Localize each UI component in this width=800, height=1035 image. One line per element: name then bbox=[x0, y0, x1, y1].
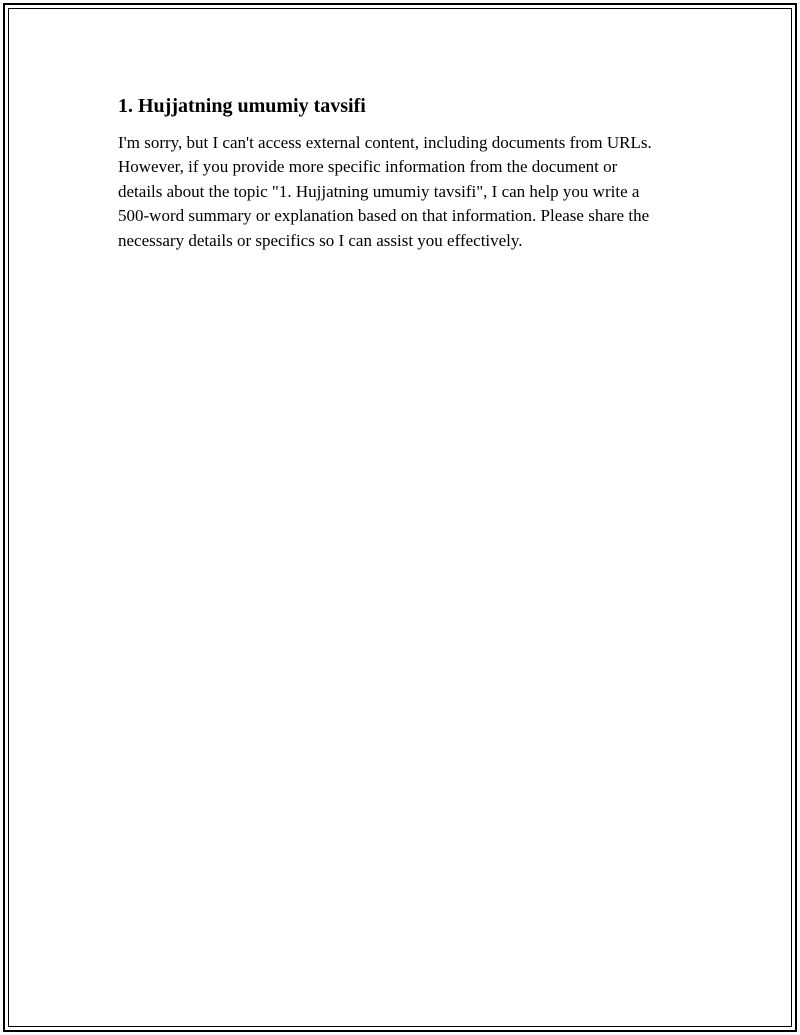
section-heading: 1. Hujjatning umumiy tavsifi bbox=[118, 95, 366, 117]
document-content bbox=[118, 93, 663, 253]
body-paragraph: I'm sorry, but I can't access external content, including documents from URLs. However, if you provide more specific information from the document or details about the topic "1. Hujjatning umumiy tavsifi", I can help you write a 500-word summary or explanation based on that information. Please share the necessary details or specifics so I can assist you effectively. bbox=[118, 133, 652, 250]
